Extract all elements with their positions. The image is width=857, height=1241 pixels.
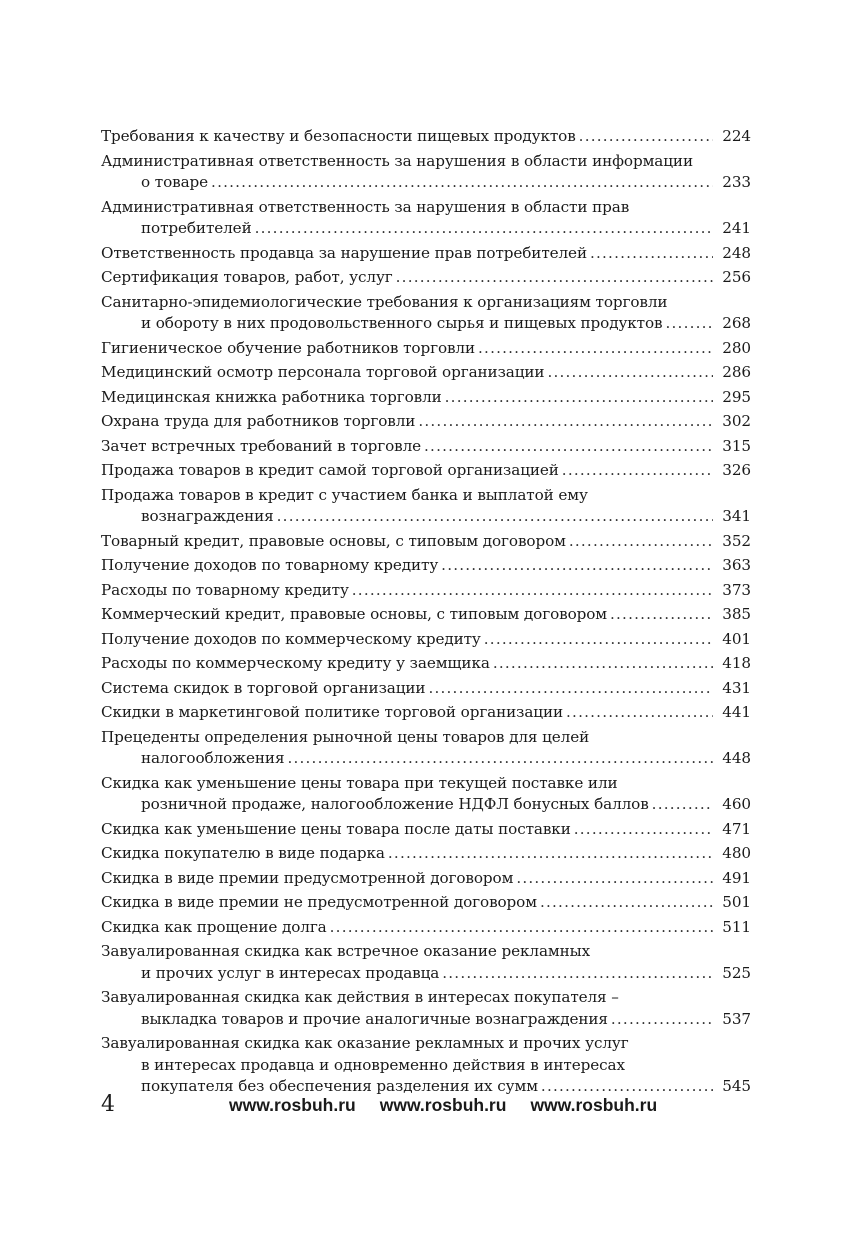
toc-entry[interactable] [101, 436, 751, 458]
toc-entry-title-line: Ответственность продавца за нарушение прав потребителей [101, 243, 587, 262]
toc-page-number: 326 [722, 461, 751, 479]
toc-entry-title-line: Скидка как уменьшение цены товара после даты поставки [101, 819, 571, 838]
toc-page-number: 441 [722, 703, 751, 721]
toc-entry-leader-row [101, 868, 751, 890]
toc-entry-title-line: Завуалированная скидка как оказание рекламных и прочих услуг [101, 1034, 629, 1052]
dot-leader [665, 313, 713, 335]
toc-entry-leader-row [101, 629, 751, 651]
toc-entry-leader-row [101, 338, 751, 360]
toc-page-number: 286 [722, 363, 751, 381]
toc-entry[interactable] [101, 555, 751, 577]
toc-entry-title-line: выкладка товаров и прочие аналогичные вознаграждения [141, 1009, 608, 1028]
toc-entry[interactable] [101, 941, 751, 984]
toc-entry[interactable] [101, 531, 751, 553]
toc-entry-title-line: покупателя без обеспечения разделения их сумм [141, 1077, 538, 1095]
toc-entry[interactable] [101, 243, 751, 265]
toc-page-number: 233 [722, 173, 751, 191]
footer-site-link[interactable]: www.rosbuh.ru [379, 1095, 507, 1115]
toc-entry-title-line: Получение доходов по коммерческому кредиту [101, 629, 481, 648]
toc-entry-leader-row [101, 604, 751, 626]
toc-entry-title-line: Требования к качеству и безопасности пищевых продуктов [101, 127, 576, 145]
toc-entry-title-line: Продажа товаров в кредит с участием банка и выплатой ему [101, 485, 588, 504]
toc-entry-leader-row [101, 436, 751, 458]
dot-leader [211, 172, 713, 194]
toc-entry-title-line: и прочих услуг в интересах продавца [141, 963, 440, 982]
toc-entry-title-line: Административная ответственность за нарушения в области прав [101, 197, 630, 216]
toc-entry-title-line: Административная ответственность за нарушения в области информации [101, 151, 693, 170]
dot-leader [277, 506, 713, 528]
toc-entry-leader-row [101, 126, 751, 148]
toc-entry-leader-row [101, 963, 751, 985]
toc-entry-leader-row [101, 506, 751, 528]
dot-leader [547, 362, 713, 384]
toc-page-number: 511 [722, 917, 751, 936]
toc-entry-leader-row [101, 748, 751, 770]
toc-entry-title-line: потребителей [141, 219, 252, 237]
toc-entry-title-line: Система скидок в торговой организации [101, 678, 426, 697]
toc-entry-title-line: Санитарно-эпидемиологические требования к организациям торговли [101, 292, 668, 311]
toc-page-number: 460 [722, 795, 751, 813]
toc-entry-leader-row [101, 1009, 751, 1031]
toc-entry-title-line: Товарный кредит, правовые основы, с типовым договором [101, 531, 566, 550]
toc-entry-leader-row [101, 460, 751, 482]
toc-page-number: 256 [722, 268, 751, 286]
toc-entry-title-line: Коммерческий кредит, правовые основы, с типовым договором [101, 605, 607, 623]
toc-entry-leader-row [101, 678, 751, 700]
toc-entry[interactable] [101, 653, 751, 675]
toc-entry-title-line: Зачет встречных требований в торговле [101, 436, 422, 455]
toc-entry[interactable] [101, 338, 751, 360]
toc-page-number: 537 [722, 1009, 751, 1028]
toc-entry[interactable] [101, 773, 751, 816]
dot-leader [574, 819, 713, 841]
toc-entry[interactable] [101, 819, 751, 841]
page-footer [101, 1092, 751, 1122]
dot-leader [566, 702, 713, 724]
toc-entry-title-line: Скидка покупателю в виде подарка [101, 844, 385, 862]
toc-entry-title-line: Гигиеническое обучение работников торговли [101, 338, 476, 357]
toc-page-number: 491 [722, 868, 751, 887]
toc-entry-leader-row [101, 387, 751, 409]
toc-entry-title-line: Сертификация товаров, работ, услуг [101, 268, 393, 286]
toc-entry-title-line: Медицинский осмотр персонала торговой организации [101, 363, 545, 381]
toc-entry-title-line: Завуалированная скидка как действия в интересах покупателя – [101, 988, 619, 1006]
toc-entry[interactable] [101, 362, 751, 384]
dot-leader [579, 126, 713, 148]
toc-entry-title-line: вознаграждения [141, 507, 274, 525]
toc-entry-leader-row [101, 313, 751, 335]
toc-entry[interactable] [101, 987, 751, 1030]
toc-entry-leader-row [101, 580, 751, 602]
toc-entry-leader-row [101, 794, 751, 816]
toc-entry-title-line: Скидка как прощение долга [101, 917, 327, 936]
toc-page-number: 525 [722, 963, 751, 982]
dot-leader [445, 387, 713, 409]
dot-leader [418, 411, 713, 433]
toc-entry-title-line: Скидки в маркетинговой политике торговой организации [101, 703, 564, 721]
dot-leader [478, 338, 713, 360]
toc-entry-title-line: Охрана труда для работников торговли [101, 412, 416, 430]
toc-entry[interactable] [101, 678, 751, 700]
toc-page-number: 401 [722, 629, 751, 648]
toc-entry-leader-row [101, 653, 751, 675]
toc-entry-leader-row [101, 702, 751, 724]
toc-entry-leader-row [101, 218, 751, 240]
toc-entry-title-line: Завуалированная скидка как встречное оказание рекламных [101, 942, 591, 960]
toc-page-number: 431 [722, 678, 751, 697]
dot-leader [484, 629, 713, 651]
toc-entry[interactable] [101, 267, 751, 289]
toc-entry-leader-row [101, 243, 751, 265]
toc-page-number: 545 [722, 1077, 751, 1095]
toc-page-number: 315 [722, 436, 751, 455]
toc-entry-leader-row [101, 531, 751, 553]
toc-entry-title-line: налогообложения [141, 749, 285, 767]
toc-entry[interactable] [101, 843, 751, 865]
dot-leader [569, 531, 713, 553]
toc-page-number: 373 [722, 580, 751, 599]
toc-page-number: 302 [722, 412, 751, 430]
toc-entry[interactable] [101, 917, 751, 939]
toc-entry-leader-row [101, 267, 751, 289]
dot-leader [428, 678, 713, 700]
dot-leader [352, 580, 713, 602]
toc-entry[interactable] [101, 868, 751, 890]
dot-leader [516, 868, 713, 890]
toc-entry[interactable] [101, 727, 751, 770]
toc-entry[interactable] [101, 197, 751, 240]
toc-entry[interactable] [101, 460, 751, 482]
toc-entry-leader-row [101, 843, 751, 865]
toc-entry-leader-row [101, 555, 751, 577]
toc-entry[interactable] [101, 702, 751, 724]
toc-entry[interactable] [101, 151, 751, 194]
footer-site-link[interactable]: www.rosbuh.ru [530, 1095, 658, 1115]
toc-entry-title-line: и обороту в них продовольственного сырья и пищевых продуктов [141, 314, 663, 332]
toc-entry-leader-row [101, 819, 751, 841]
toc-page-number: 268 [722, 314, 751, 332]
toc-entry-title-line: о товаре [141, 173, 209, 191]
toc-entry-title-line: Расходы по коммерческому кредиту у заемщика [101, 654, 490, 672]
toc-entry-title-line: розничной продаже, налогообложение НДФЛ бонусных баллов [141, 795, 649, 813]
toc-entry-title-line: Скидка в виде премии предусмотренной договором [101, 868, 514, 887]
dot-leader [424, 436, 713, 458]
toc-entry[interactable] [101, 892, 751, 914]
toc-entry[interactable] [101, 485, 751, 528]
toc-page-number: 480 [722, 844, 751, 862]
toc-entry-title-line: Продажа товаров в кредит самой торговой организацией [101, 461, 559, 479]
toc-entry[interactable] [101, 1033, 751, 1098]
toc-entry[interactable] [101, 411, 751, 433]
toc-page-number: 385 [722, 605, 751, 623]
dot-leader [396, 267, 713, 289]
toc-entry-title-line: в интересах продавца и одновременно действия в интересах [141, 1055, 625, 1074]
footer-links [229, 1094, 657, 1116]
dot-leader [255, 218, 713, 240]
toc-entry-leader-row [101, 892, 751, 914]
toc-entry-title-line: Прецеденты определения рыночной цены товаров для целей [101, 727, 590, 746]
toc-entry[interactable] [101, 580, 751, 602]
toc-entry[interactable] [101, 604, 751, 626]
toc-entry[interactable] [101, 387, 751, 409]
dot-leader [330, 917, 713, 939]
dot-leader [388, 843, 713, 865]
dot-leader [442, 963, 713, 985]
toc-page-number: 295 [722, 387, 751, 406]
toc-entry-title-line: Медицинская книжка работника торговли [101, 387, 442, 406]
dot-leader [287, 748, 713, 770]
dot-leader [652, 794, 713, 816]
dot-leader [562, 460, 713, 482]
toc-page-number: 241 [722, 219, 751, 237]
toc-page-number: 224 [722, 127, 751, 145]
toc-page-number: 352 [722, 531, 751, 550]
footer-site-link[interactable]: www.rosbuh.ru [229, 1095, 356, 1115]
toc-page-number: 341 [722, 507, 751, 525]
toc-entry-title-line: Расходы по товарному кредиту [101, 580, 349, 599]
toc-page-number: 448 [722, 749, 751, 767]
table-of-contents [101, 126, 751, 1101]
toc-page-number: 501 [722, 893, 751, 911]
dot-leader [590, 243, 713, 265]
toc-entry-title-line: Получение доходов по товарному кредиту [101, 556, 439, 574]
toc-page-number: 363 [722, 556, 751, 574]
toc-page-number: 418 [722, 654, 751, 672]
toc-entry-leader-row [101, 362, 751, 384]
toc-page-number: 280 [722, 338, 751, 357]
toc-page-number: 248 [722, 243, 751, 262]
toc-entry-title-line: Скидка как уменьшение цены товара при текущей поставке или [101, 773, 618, 792]
toc-entry-leader-row [101, 172, 751, 194]
toc-entry[interactable] [101, 292, 751, 335]
toc-entry[interactable] [101, 126, 751, 148]
dot-leader [493, 653, 713, 675]
page-number: 4 [101, 1092, 115, 1117]
dot-leader [540, 892, 713, 914]
toc-page-number: 471 [722, 819, 751, 838]
dot-leader [611, 1009, 713, 1031]
toc-entry-leader-row [101, 411, 751, 433]
toc-entry-title-line: Скидка в виде премии не предусмотренной договором [101, 893, 537, 911]
dot-leader [610, 604, 713, 626]
toc-entry-leader-row [101, 917, 751, 939]
dot-leader [441, 555, 713, 577]
toc-entry[interactable] [101, 629, 751, 651]
